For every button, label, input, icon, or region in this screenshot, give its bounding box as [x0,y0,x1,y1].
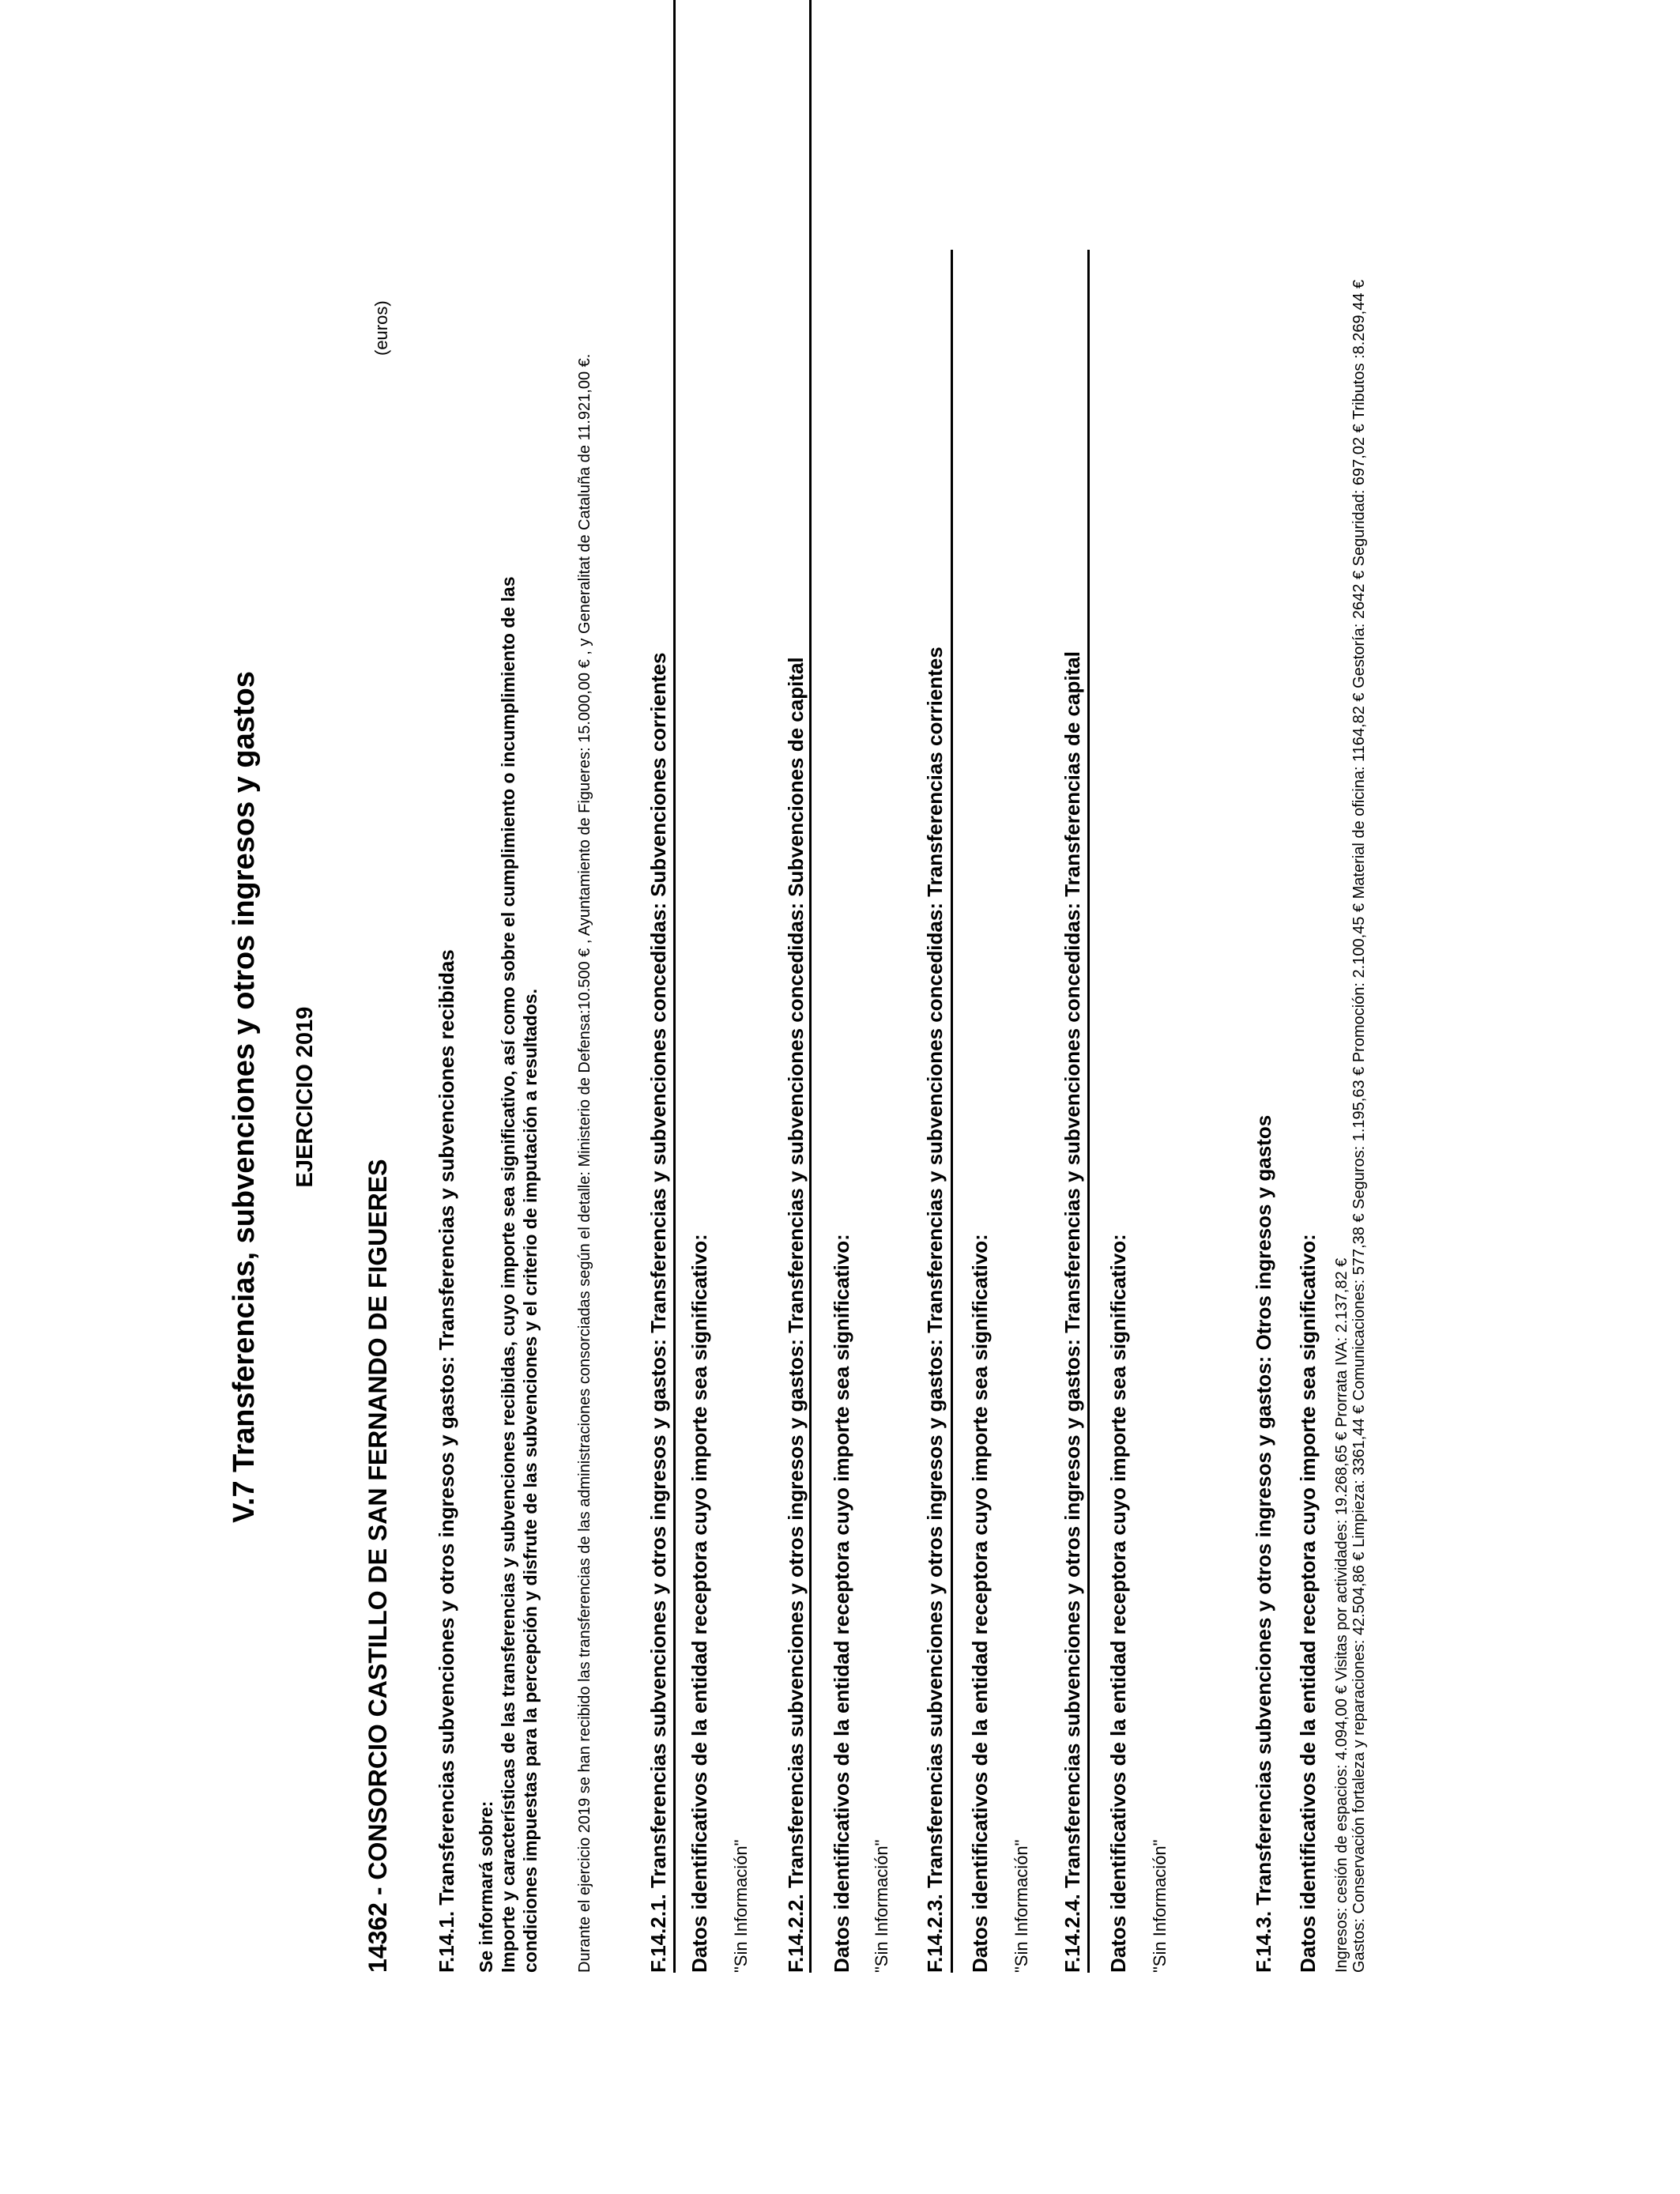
exercise-year: EJERCICIO 2019 [292,1006,318,1188]
other-income-detail: Ingresos: cesión de espacios: 4.094,00 € Visitas por actividades: 19.268,65 € Prorrata IVA: 2.137,82 € [1333,1257,1350,1973]
section-rule-3 [951,250,953,1973]
section-value-f14421: "Sin Información" [731,1839,751,1973]
page-title: V.7 Transferencias, subvenciones y otros ingresos y gastos [228,671,261,1523]
section-value-f14423: "Sin Información" [1011,1839,1031,1973]
section-rule-2 [809,0,812,1973]
section-heading-f14421: F.14.2.1. Transferencias subvenciones y otros ingresos y gastos: Transferencias y subvenciones concedidas: Subvenciones corrientes [646,652,670,1973]
section-heading-f14424: F.14.2.4. Transferencias subvenciones y otros ingresos y gastos: Transferencias y subvenciones concedidas: Transferencias de capital [1060,651,1084,1973]
section-subheading-f14424: Datos identificativos de la entidad receptora cuyo importe sea significativo: [1106,1234,1130,1973]
section-value-f14422: "Sin Información" [872,1839,891,1973]
entity-name: 14362 - CONSORCIO CASTILLO DE SAN FERNANDO DE FIGUERES [363,1159,392,1973]
section-rule-4 [1087,250,1090,1973]
other-expenses-detail: Gastos: Conservación fortaleza y reparaciones: 42.504,86 € Limpieza: 3361,44 € Comunicaciones: 577,38 € Seguros: 1.195,63 € Promoción: 2.100,45 € Material de oficina: 1164,82 € Gestoría: 2642 € Seguridad: 697,02 € Tributos :8.269,44 € [1350,279,1368,1973]
section-subheading-f14423: Datos identificativos de la entidad receptora cuyo importe sea significativo: [968,1234,992,1973]
intro-text: Se informará sobre: [476,1800,496,1973]
section-subheading-f14421: Datos identificativos de la entidad receptora cuyo importe sea significativo: [687,1234,711,1973]
units-label: (euros) [371,300,391,356]
received-transfers-detail: Durante el ejercicio 2019 se han recibido las transferencias de las administraciones consorciadas según el detalle: Ministerio de Defensa:10.500 € , Ayuntamiento de Figueres: 15.000,00 € , y Generalitat de Cataluña de 11.921,00 €. [576,353,593,1973]
intro-line-2: condiciones impuestas para la percepción y disfrute de las subvenciones y el criterio de imputación a resultados. [520,989,541,1973]
section-subheading-f14422: Datos identificativos de la entidad receptora cuyo importe sea significativo: [830,1234,853,1973]
section-heading-f1443: F.14.3. Transferencias subvenciones y otros ingresos y gastos: Otros ingresos y gastos [1252,1114,1275,1973]
section-heading-f1441: F.14.1. Transferencias subvenciones y otros ingresos y gastos: Transferencias y subvenciones recibidas [435,949,458,1973]
section-heading-f14422: F.14.2.2. Transferencias subvenciones y otros ingresos y gastos: Transferencias y subvenciones concedidas: Subvenciones de capital [784,657,808,1973]
section-value-f14424: "Sin Información" [1150,1839,1170,1973]
intro-line-1: Importe y características de las transferencias y subvenciones recibidas, cuyo importe sea significativo, así como sobre el cumplimiento o incumplimiento de las [498,576,518,1973]
section-heading-f14423: F.14.2.3. Transferencias subvenciones y otros ingresos y gastos: Transferencias y subvenciones concedidas: Transferencias corrientes [923,647,947,1973]
section-subheading-f1443: Datos identificativos de la entidad receptora cuyo importe sea significativo: [1296,1234,1320,1973]
section-rule-1 [673,0,676,1973]
